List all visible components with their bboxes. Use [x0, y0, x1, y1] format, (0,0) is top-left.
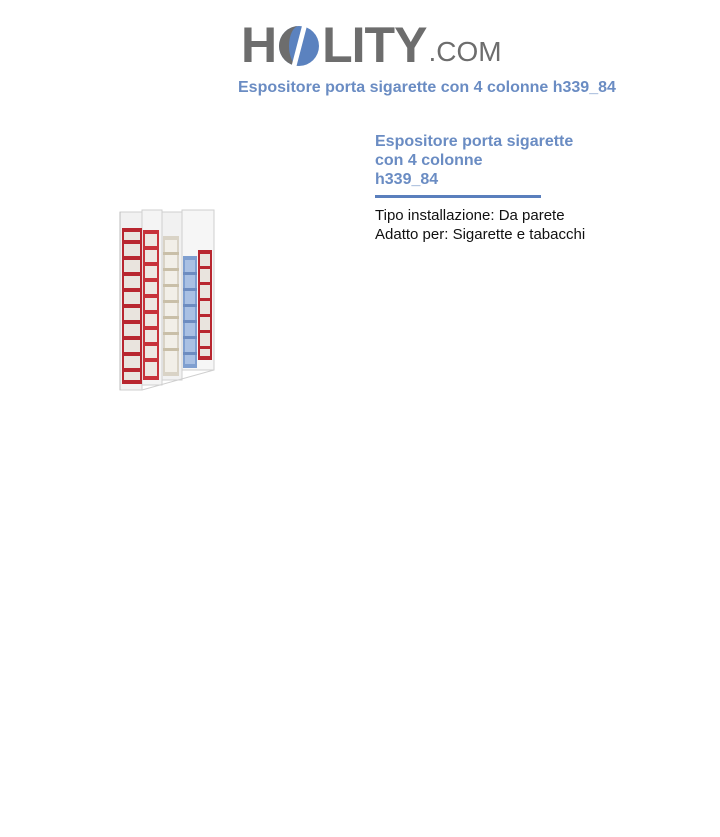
product-info: [375, 132, 605, 244]
spec-value: Da parete: [498, 207, 565, 224]
logo-o-swirl-icon: [277, 20, 321, 70]
product-title-line1: Espositore porta sigarette: [375, 133, 574, 150]
logo-wordmark: [241, 17, 427, 73]
spec-value: Sigarette e tabacchi: [452, 226, 586, 243]
page-title: Espositore porta sigarette con 4 colonne h339_84: [238, 79, 616, 96]
spec-suitable-for: [375, 225, 605, 244]
logo-letters-lity: LITY: [322, 17, 427, 73]
title-underline: [375, 195, 541, 198]
product-image: [80, 200, 260, 400]
logo-letter-h: H: [241, 17, 277, 73]
product-title-line3: h339_84: [375, 171, 439, 188]
spec-label: Adatto per:: [375, 226, 449, 243]
spec-installation: [375, 206, 605, 225]
product-title: [375, 132, 590, 189]
cigarette-display-icon: [80, 200, 260, 400]
logo-tld: .COM: [428, 36, 502, 67]
spec-label: Tipo installazione:: [375, 207, 495, 224]
holity-logo: [241, 8, 502, 73]
product-title-line2: con 4 colonne: [375, 152, 483, 169]
